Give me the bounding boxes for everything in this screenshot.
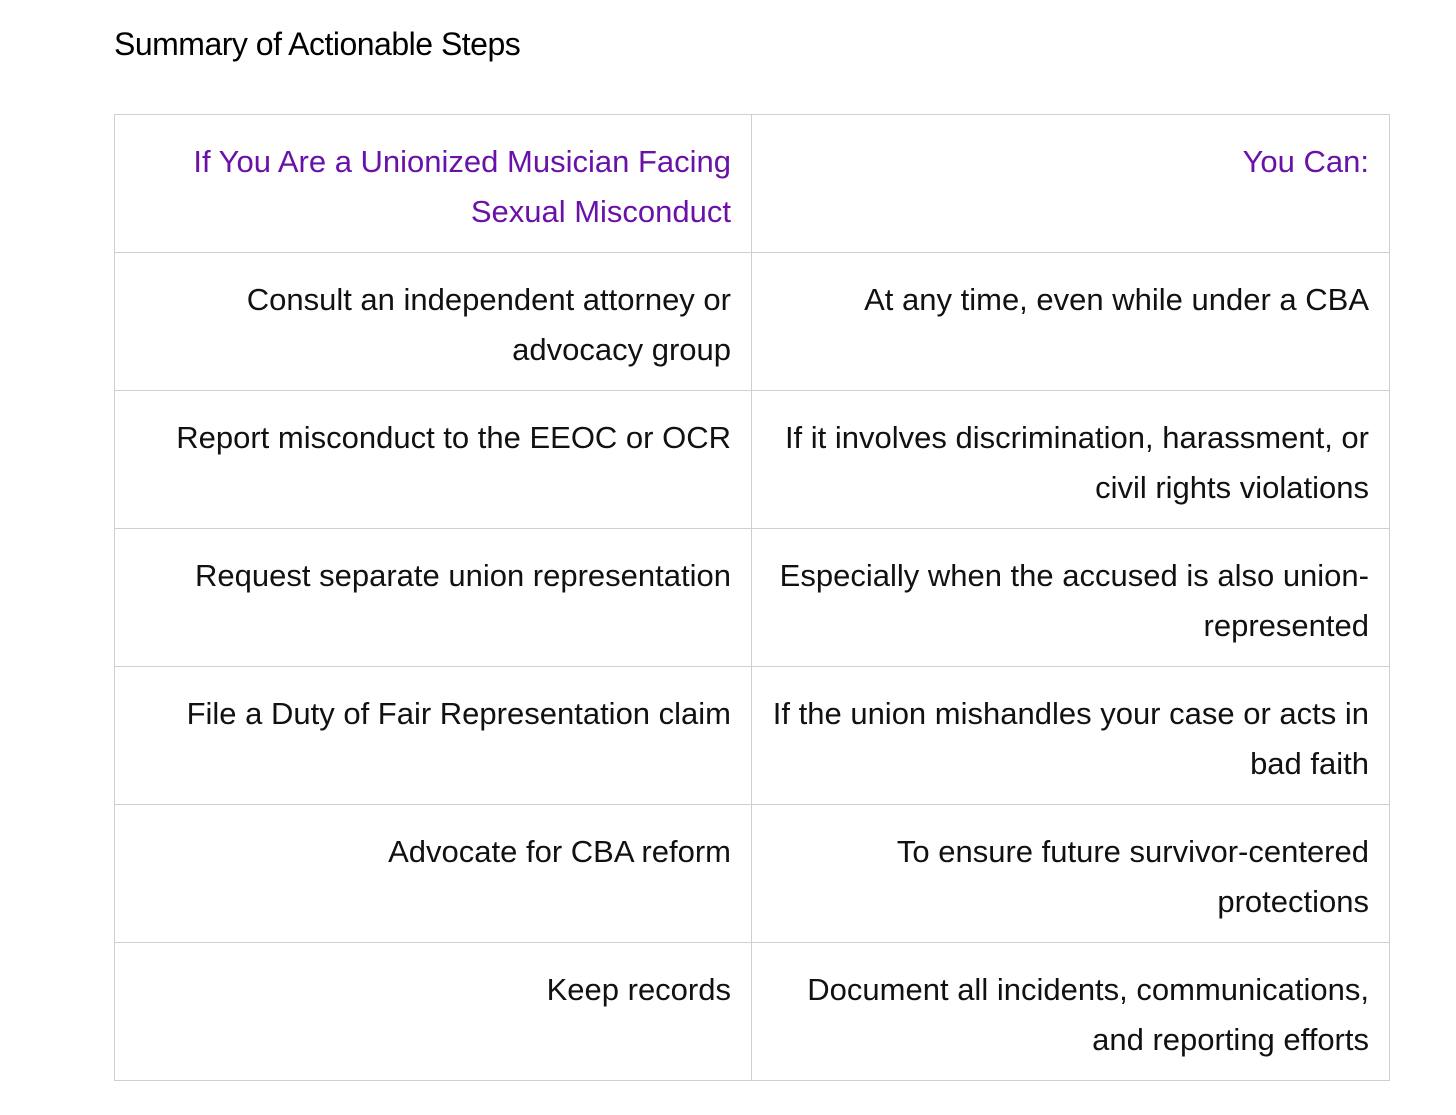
table-row	[115, 529, 1390, 667]
header-cell-situation: If You Are a Unionized Musician Facing Sexual Misconduct	[115, 115, 752, 253]
when-cell: If the union mishandles your case or acts in bad faith	[752, 667, 1390, 805]
table-row	[115, 667, 1390, 805]
header-cell-you-can: You Can:	[752, 115, 1390, 253]
table-row	[115, 943, 1390, 1081]
table-row	[115, 253, 1390, 391]
actionable-steps-table	[114, 114, 1390, 1081]
action-cell: Report misconduct to the EEOC or OCR	[115, 391, 752, 529]
action-cell: File a Duty of Fair Representation claim	[115, 667, 752, 805]
action-cell: Advocate for CBA reform	[115, 805, 752, 943]
action-cell: Keep records	[115, 943, 752, 1081]
action-cell: Consult an independent attorney or advocacy group	[115, 253, 752, 391]
when-cell: Especially when the accused is also union-represented	[752, 529, 1390, 667]
action-cell: Request separate union representation	[115, 529, 752, 667]
table-row	[115, 391, 1390, 529]
when-cell: If it involves discrimination, harassment, or civil rights violations	[752, 391, 1390, 529]
when-cell: At any time, even while under a CBA	[752, 253, 1390, 391]
table-header-row	[115, 115, 1390, 253]
table-row	[115, 805, 1390, 943]
when-cell: To ensure future survivor-centered protections	[752, 805, 1390, 943]
page-title: Summary of Actionable Steps	[114, 26, 521, 62]
when-cell: Document all incidents, communications, and reporting efforts	[752, 943, 1390, 1081]
